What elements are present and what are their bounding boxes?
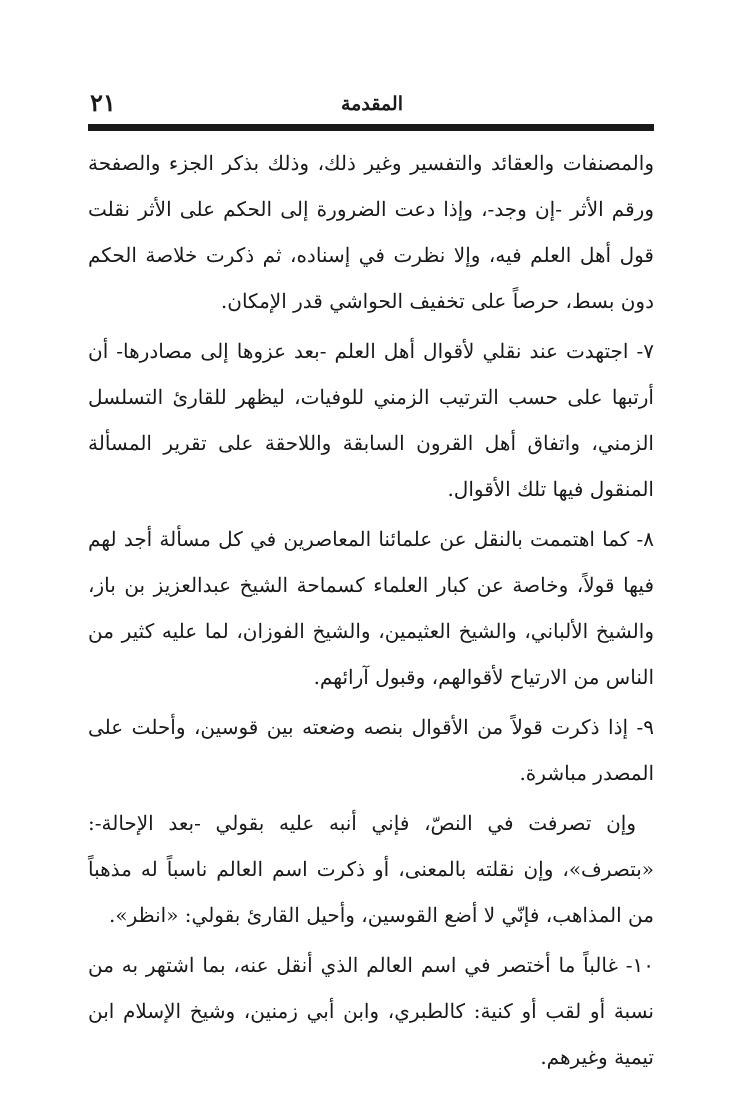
page-header xyxy=(90,88,654,122)
running-title: المقدمة xyxy=(340,93,403,115)
header-rule xyxy=(88,124,654,131)
paragraph-item-8: ٨- كما اهتممت بالنقل عن علمائنا المعاصرين في كل مسألة أجد لهم فيها قولاً، وخاصة عن كبار العلماء كسماحة الشيخ عبدالعزيز بن باز، والشيخ الألباني، والشيخ العثيمين، والشيخ الفوزان، لما عليه كثير من الناس من الارتياح لأقوالهم، وقبول آرائهم. xyxy=(88,527,654,689)
page-body xyxy=(88,140,654,1080)
paragraph-quoting-note: وإن تصرفت في النصّ، فإني أنبه عليه بقولي -بعد الإحالة-: «بتصرف»، وإن نقلته بالمعنى، أو ذكرت اسم العالم ناسباً له مذهباً من المذاهب، فإنّي لا أضع القوسين، وأحيل القارئ بقولي: «انظر». xyxy=(88,811,654,927)
paragraph-item-9: ٩- إذا ذكرت قولاً من الأقوال بنصه وضعته بين قوسين، وأحلت على المصدر مباشرة. xyxy=(88,715,654,785)
page-number: ٢١ xyxy=(90,88,116,117)
paragraph-item-7: ٧- اجتهدت عند نقلي لأقوال أهل العلم -بعد عزوها إلى مصادرها- أن أرتبها على حسب الترتيب الزمني للوفيات، ليظهر للقارئ التسلسل الزمني، واتفاق أهل القرون السابقة واللاحقة على تقرير المسألة المنقول فيها تلك الأقوال. xyxy=(88,339,654,501)
paragraph-item-10: ١٠- غالباً ما أختصر في اسم العالم الذي أنقل عنه، بما اشتهر به من نسبة أو لقب أو كنية: كالطبري، وابن أبي زمنين، وشيخ الإسلام ابن تيمية وغيرهم. xyxy=(88,953,654,1069)
paragraph-continuation: والمصنفات والعقائد والتفسير وغير ذلك، وذلك بذكر الجزء والصفحة ورقم الأثر -إن وجد-، وإذا دعت الضرورة إلى الحكم على الأثر نقلت قول أهل العلم فيه، وإلا نظرت في إسناده، ثم ذكرت خلاصة الحكم دون بسط، حرصاً على تخفيف الحواشي قدر الإمكان. xyxy=(88,151,654,313)
